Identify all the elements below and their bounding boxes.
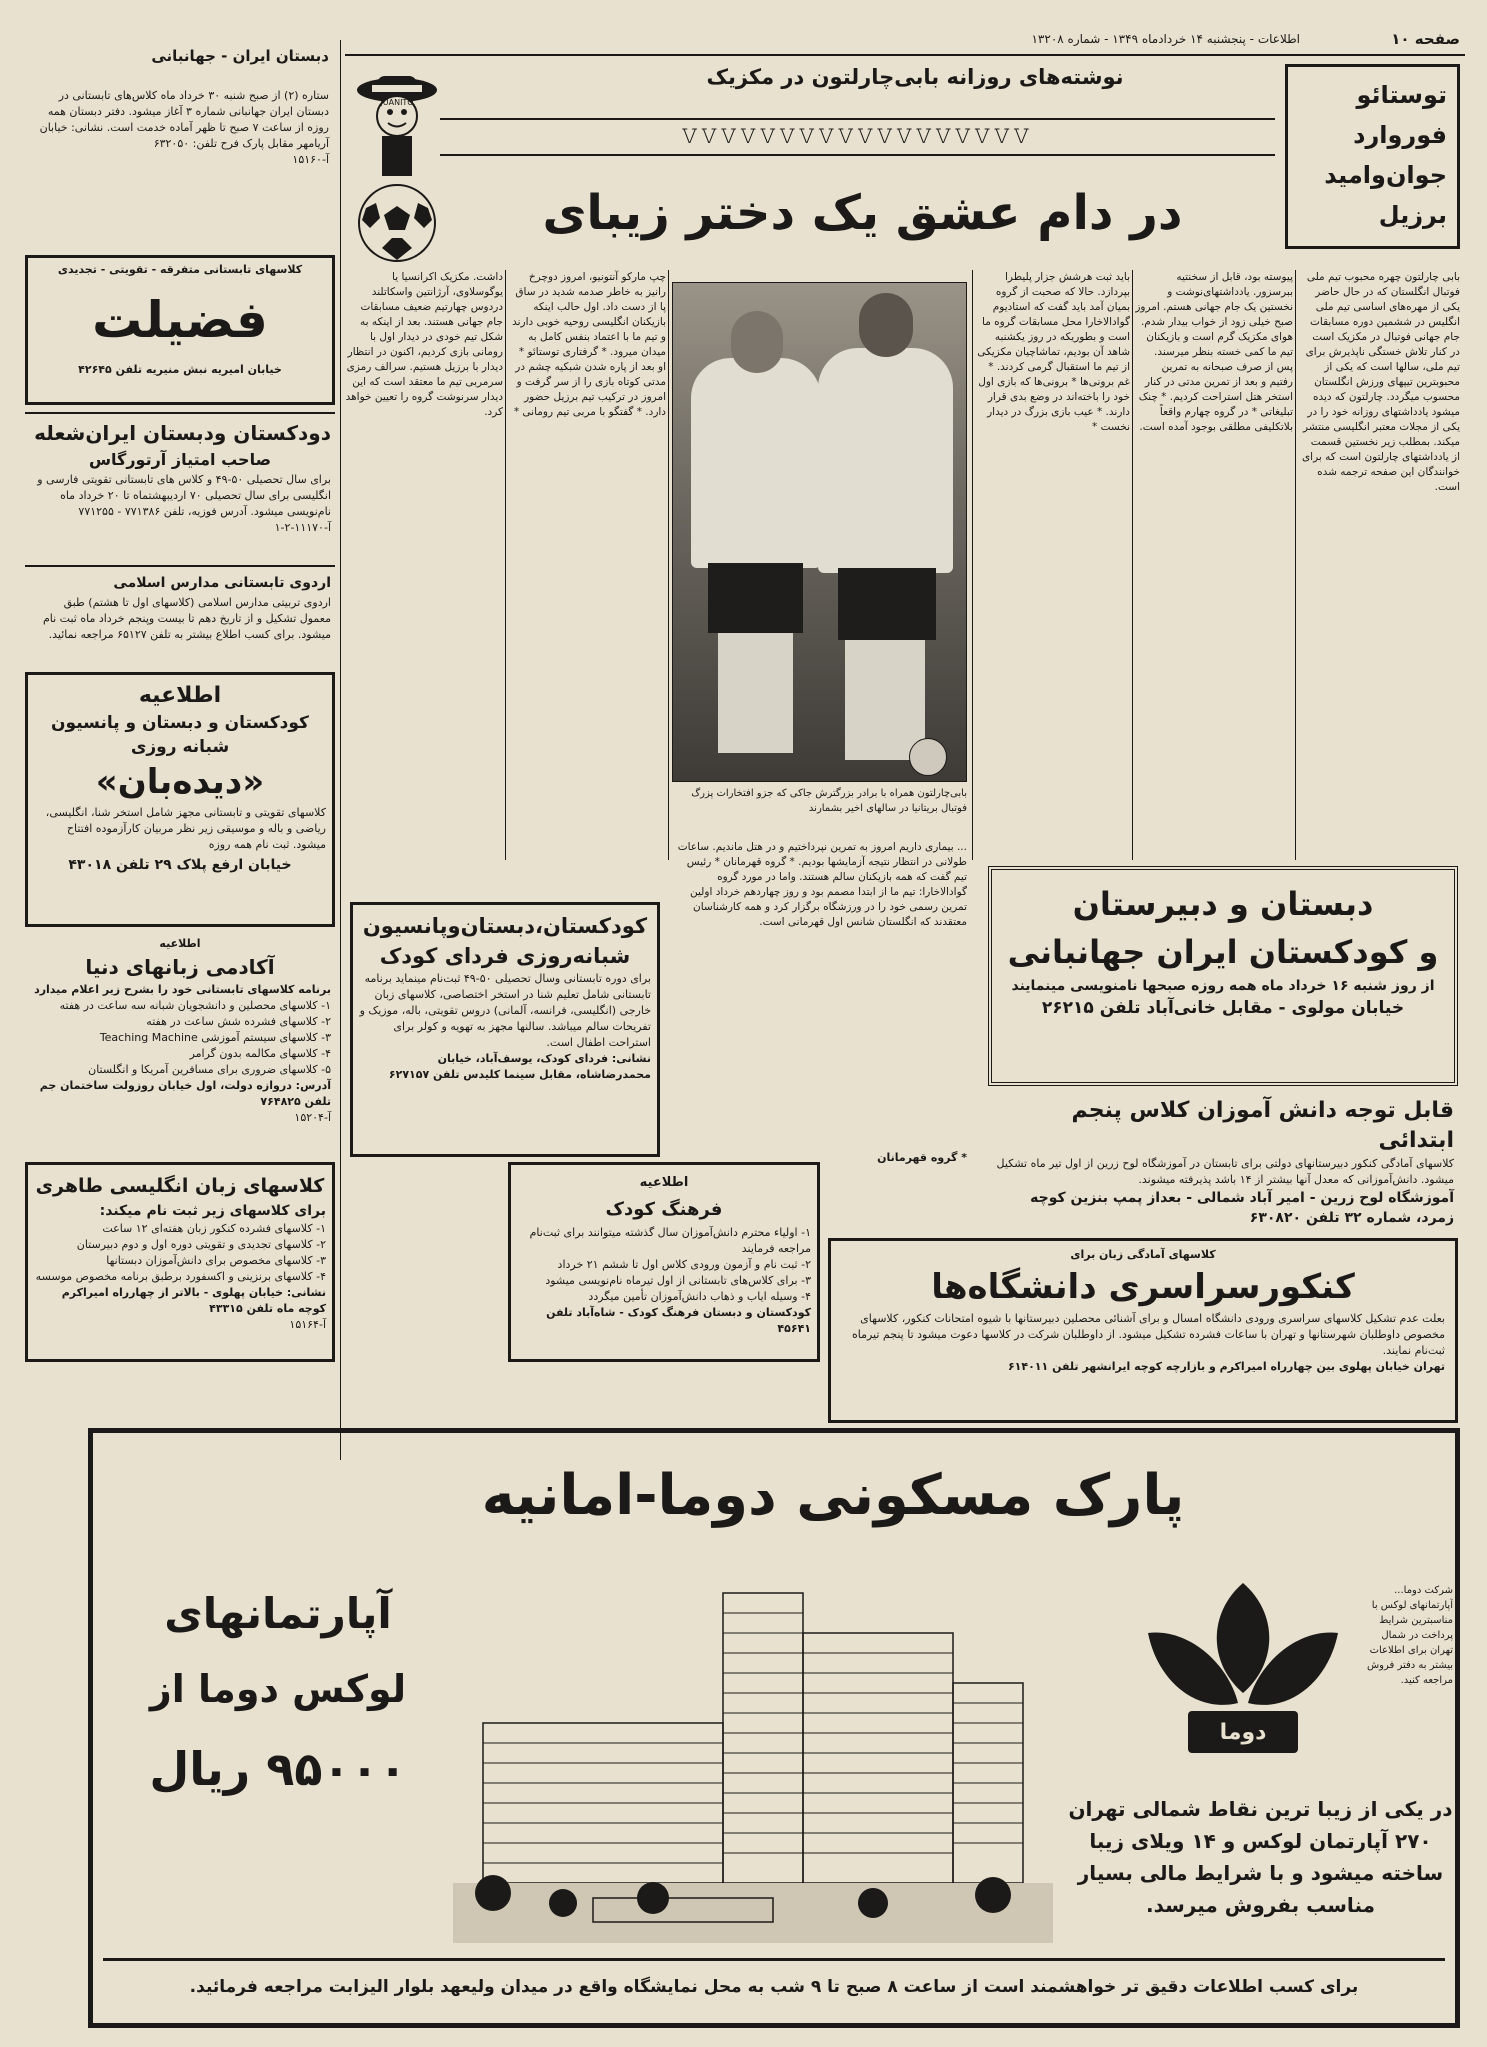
- tostao-line-1: توستائو: [1356, 81, 1447, 109]
- ad-farda-address: نشانی: فردای کودک، یوسف‌آباد، خیابان محمدرضاشاه، مقابل سینما کلیدس تلفن ۶۲۷۱۵۷: [388, 1052, 651, 1081]
- list-item: ۱- کلاسهای محصلین و دانشجویان شبانه سه ساعت در هفته: [59, 999, 331, 1012]
- ad-duma-right-text: در یکی از زیبا ترین نقاط شمالی تهران ۲۷۰ آپارتمان لوکس و ۱۴ ویلای زیبا ساخته میشود و با شرایط مالی بسیار مناسب بفروش میرسد.: [1068, 1797, 1453, 1917]
- player-right-head: [859, 293, 913, 357]
- ad-taheri-title: کلاسهای زبان انگلیسی طاهری: [35, 1175, 325, 1197]
- player-right-shorts: [838, 568, 936, 640]
- player-right-socks: [845, 640, 925, 760]
- ad-duma-side-text: شرکت دوما... آپارتمانهای لوکس با مناسبترین شرایط پرداخت در شمال تهران برای اطلاعات بیشتر به دفتر فروش مراجعه کنید.: [1366, 1585, 1453, 1686]
- list-item: ۱- اولیاء محترم دانش‌آموزان سال گذشته میتوانند برای ثبت‌نام مراجعه فرمایند: [529, 1226, 811, 1255]
- ad-farda-body: برای دوره تابستانی وسال تحصیلی ۵۰-۴۹ ثبت‌نام مینماید برنامه تابستانی شامل تعلیم شنا در استخر اختصاصی، کلاسهای زبان خارجی (انگلیسی، فرانسه، آلمانی) دروس تقویتی، باله، موزیک و تفریحات سالم میباشد. سالنها مجهز به تهویه و کولر برای استراحت اطفال است.: [359, 972, 651, 1049]
- ad-world-languages: [25, 932, 335, 1157]
- ad-farda-subtitle: شبانه‌روزی فردای کودک: [379, 944, 631, 968]
- list-item: ۵- کلاسهای ضروری برای مسافرین آمریکا و انگلستان: [88, 1063, 331, 1076]
- ad-islamic-camp: [25, 565, 335, 665]
- list-item: ۴- کلاسهای برنزینی و اکسفورد برطبق برنامه مخصوص موسسه: [35, 1270, 326, 1283]
- article-signature: * گروه قهرمانان: [877, 1151, 967, 1164]
- list-item: ۳- برای کلاس‌های تابستانی از اول تیرماه نام‌نویسی میشود: [545, 1274, 811, 1287]
- ad-loh-zarin-title: قابل توجه دانش آموزان کلاس پنجم ابتدائی: [1071, 1098, 1454, 1153]
- ad-jahanbani: [25, 40, 333, 255]
- list-item: ۲- کلاسهای تجدیدی و تقویتی دوره اول و دوم دبیرستان: [76, 1238, 326, 1251]
- article-col-2: پیوسته بود، قابل از سخنتیه ببرسزور. یادداشتهای‌نوشت و نخستین یک جام جهانی هستم. امروز صبح خیلی زود از خواب بیدار شدم. هوای مکزیک گرم است و بازیکنان تیم ما کمی خسته بنظر میرسند. پس از صرف صبحانه به تمرین رفتیم و بعد از تمرین مدتی در کنار استخر هتل استراحت کردیم. * چنک تبلیغاتی * در گروه چهارم واقعاً بلاتکلیفی مطلقی بوجود آمده است.: [1135, 271, 1293, 433]
- article-col-4: چپ مارکو آنتونیو، امروز دوچرخ رانیز به خاطر صدمه شدید در ساق پا از دست داد. اول حالب اینکه بازیکنان انگلیسی روحیه خوبی دارند و تیم ما با اعتماد بنفس کامل به میدان میرود. * گرفتاری توستائو * او بعد از پاره شدن شبکیه چشم در مدتی کوتاه بازی را از سر گرفت و امروز در ترکیب تیم برزیل حضور دارد. * گفتگو با مربی تیم رومانی *: [512, 271, 666, 418]
- mascot-label: JUANITO: [380, 98, 414, 107]
- ad-duma-title: پارک مسکونی دوما-امانیه: [481, 1463, 1185, 1528]
- list-item: ۲- کلاسهای فشرده شش ساعت در هفته: [146, 1015, 331, 1028]
- list-item: ۴- وسیله ایاب و ذهاب دانش‌آموزان تأمین میگردد: [588, 1290, 811, 1303]
- ad-world-languages-subtitle: برنامه کلاسهای تابستانی خود را بشرح زیر اعلام میدارد: [34, 983, 331, 996]
- ad-jahanbani-school: [988, 866, 1458, 1086]
- ad-duma-left-line-3: ۹۵۰۰۰ ریال: [149, 1742, 407, 1796]
- ad-konkur-kicker: کلاسهای آمادگی زبان برای: [1070, 1248, 1216, 1261]
- ad-duma-left-line-1: آپارتمانهای: [164, 1589, 392, 1638]
- ad-didehban-subtitle: کودکستان و دبستان و پانسیون شبانه روزی: [51, 713, 309, 757]
- ad-taheri-code: آ-۱۵۱۶۴: [289, 1318, 326, 1331]
- article-col-6: ... بیماری داریم امروز به تمرین نپرداختیم و در هتل ماندیم. ساعات طولانی در انتظار نتیجه آزمایشها بودیم. * گروه قهرمانان * رئیس تیم گفت که همه بازیکنان سالم هستند. واما در مورد گروه گوادالاخارا: تیم ما از ابتدا مصمم بود و روز چهاردهم خرداد اولین تمرین رسمی خود را در ورزشگاه برگزار کرد و همه کارشناسان معتقدند که انگلستان شانس اول قهرمانی است.: [677, 841, 967, 928]
- ad-taheri-address: نشانی: خیابان پهلوی - بالاتر از چهارراه امیراکرم کوچه ماه تلفن ۴۳۳۱۵: [61, 1286, 326, 1315]
- ad-iran-shoeleh: [25, 412, 335, 562]
- ad-taheri-list: [34, 1221, 326, 1285]
- player-left-head: [731, 311, 783, 373]
- ad-world-languages-list: [29, 998, 331, 1078]
- ad-jahanbani-school-title: دبستان و دبیرستان: [1072, 885, 1374, 923]
- ad-jahanbani-body: ستاره (۲) از صبح شنبه ۳۰ خرداد ماه کلاس‌های تابستانی در دبستان ایران جهانبانی شماره ۳ آغاز میشود. دفتر دبستان همه روزه از ساعت ۷ صبح تا ظهر آماده خدمت است. نشانی: خیابان آریامهر مقابل پارک فرح تلفن: ۶۳۲۰۵۰: [39, 89, 329, 150]
- ad-farhang-address: کودکستان و دبستان فرهنگ کودک - شاه‌آباد تلفن ۴۵۶۴۱: [546, 1306, 811, 1335]
- player-left-socks: [718, 633, 793, 753]
- ad-taheri-subtitle: برای کلاسهای زیر ثبت نام میکند:: [99, 1203, 326, 1219]
- ad-farda-kudak: [350, 902, 660, 1157]
- ad-loh-zarin-body: کلاسهای آمادگی کنکور دبیرستانهای دولتی برای تابستان در آموزشگاه لوح زرین از اول تیر ماه تشکیل میشود. دانش‌آموزانی که معدل آنها بیشتر از ۱۴ باشد پذیرفته میشوند.: [996, 1157, 1454, 1186]
- ad-fazilat: [25, 255, 335, 405]
- col-rule-5: [505, 270, 506, 860]
- col-rule-1: [1295, 270, 1296, 860]
- column-title: نوشته‌های روزانه بابی‌چارلتون در مکزیک: [706, 65, 1124, 89]
- ad-world-languages-code: آ-۱۵۲۰۴: [294, 1111, 331, 1124]
- list-item: ۳- کلاسهای سیستم آموزشی Teaching Machine: [99, 1031, 331, 1044]
- ad-farhang-kudak: [508, 1162, 820, 1362]
- ad-farhang-label: اطلاعیه: [639, 1175, 689, 1190]
- ad-fazilat-subtitle: کلاسهای تابستانی متفرقه - تقویتی - تجدیدی: [57, 263, 303, 276]
- ad-konkur: [828, 1238, 1458, 1423]
- ad-didehban-body: کلاسهای تقویتی و تابستانی مجهز شامل استخر شنا، انگلیسی، ریاضی و باله و موسیقی زیر نظر مربیان کارآزموده افتتاح میشود. ثبت نام همه روزه: [45, 806, 326, 851]
- page-number: صفحه ۱۰: [1391, 30, 1460, 48]
- ad-taheri-english: [25, 1162, 335, 1362]
- ad-farhang-list: [517, 1225, 811, 1305]
- ad-farda-title: کودکستان،دبستان‌وپانسیون: [362, 914, 648, 938]
- ad-jahanbani-code: آ-۱۵۱۶۰: [292, 153, 329, 166]
- tostao-line-3: جوان‌وامید: [1324, 161, 1447, 189]
- ad-world-languages-label: اطلاعیه: [159, 937, 201, 950]
- ad-islamic-camp-title: اردوی تابستانی مدارس اسلامی: [113, 575, 331, 591]
- duma-logo-word: دوما: [1219, 1720, 1267, 1745]
- ad-konkur-title: کنکورسراسری دانشگاه‌ها: [931, 1267, 1355, 1307]
- vertical-rule-left: [340, 40, 341, 1460]
- col-rule-3: [972, 270, 973, 860]
- player-left-shorts: [708, 563, 803, 633]
- football: [909, 738, 947, 776]
- tostao-line-2: فوروارد: [1353, 121, 1447, 149]
- ad-loh-zarin-address: آموزشگاه لوح زرین - امیر آباد شمالی - بعداز پمپ بنزین کوچه زمرد، شماره ۳۲ تلفن ۶۳۰۸۲۰: [1030, 1190, 1454, 1226]
- ad-farhang-title: فرهنگ کودک: [605, 1199, 723, 1220]
- ad-konkur-address: تهران خیابان پهلوی بین چهارراه امیراکرم و بازارچه کوچه ایرانشهر تلفن ۶۱۴۰۱۱: [1007, 1360, 1445, 1373]
- ad-iran-shoeleh-body: برای سال تحصیلی ۵۰-۴۹ و کلاس های تابستانی تقویتی فارسی و انگلیسی برای سال تحصیلی ۷۰ اردیبهشتماه تا ۲۰ خرداد ماه نام‌نویسی میشود. آدرس فوزیه، تلفن ۷۷۱۳۸۶ - ۷۷۱۲۵۵: [37, 473, 331, 518]
- player-left: [691, 358, 821, 568]
- article-col-1: بابی چارلتون چهره محبوب تیم ملی فوتبال انگلستان که در حال حاضر یکی از مهره‌های اساسی تیم ملی انگلیس در ششمین دوره مسابقات جام جهانی فوتبال در مکزیک است در کنار تلاش خستگی ناپذیرش برای تیم ملی، سالها است که یکی از محبوبترین تیپهای ورزش انگلستان محسوب میگردد. چارلتون که دیده میشود یادداشتهای روزانه خود را در یکی از مجلات معتبر انگلیسی منتشر میکند. بمطلب زیر نخستین قسمت از یادداشتهای چارلتون است که برای خوانندگان این صفحه ترجمه شده است.: [1301, 271, 1460, 493]
- ad-iran-shoeleh-code: آ-۱۱۱۷۰-۲-۱: [274, 521, 331, 534]
- ad-loh-zarin: [988, 1092, 1458, 1232]
- ad-jahanbani-school-title2: و کودکستان ایران جهانبانی: [1007, 933, 1439, 971]
- ad-world-languages-address: آدرس: دروازه دولت، اول خیابان روزولت ساختمان جم تلفن ۷۶۴۸۲۵: [39, 1079, 331, 1108]
- list-item: ۴- کلاسهای مکالمه بدون گرامر: [189, 1047, 331, 1060]
- article-col-5: داشت. مکزیک اکرانسیا یا یوگوسلاوی، آرژانتین واسکاتلند دردوس چهارتیم ضعیف مسابقات جام جهانی هستند. بعد از اینکه به شکل تیم خودی در دیدار اول با رومانی بازی کردیم، اکنون در انتظار دیدار با برزیل هستیم. سرالف رمزی سرمربی تیم ما معتقد است که این دیدار سرنوشت گروه را تعیین خواهد کرد.: [345, 271, 503, 418]
- ad-jahanbani-title: دبستان ایران - جهانبانی: [151, 47, 329, 65]
- main-headline: در دام عشق یک دختر زیبای: [542, 185, 1183, 241]
- ad-duma-park: [88, 1428, 1460, 2028]
- player-right: [818, 348, 953, 573]
- list-item: ۳- کلاسهای مخصوص برای دانش‌آموزان دبستانها: [106, 1254, 326, 1267]
- photo-caption: بابی‌چارلتون همراه با برادر بزرگترش جاکی که جزو افتخارات پزرگ فوتبال بریتانیا در سالهای اخیر بشمارند: [691, 788, 967, 814]
- ad-duma-footer: برای کسب اطلاعات دقیق تر خواهشمند است از ساعت ۸ صبح تا ۹ شب به محل نمایشگاه واقع در میدان ولیعهد بلوار الیزابت مراجعه فرمائید.: [103, 1958, 1445, 2014]
- list-item: ۲- ثبت نام و آزمون ورودی کلاس اول تا ششم ۲۱ خرداد: [557, 1258, 811, 1271]
- ad-iran-shoeleh-subtitle: صاحب امتیاز آرتورگاس: [88, 450, 272, 469]
- building-illustration: [453, 1573, 1053, 1943]
- ad-didehban-name: «دیده‌بان»: [95, 762, 265, 802]
- issue-line: اطلاعات - پنجشنبه ۱۴ خردادماه ۱۳۴۹ - شماره ۱۳۲۰۸: [1031, 32, 1300, 46]
- charlton-brothers-photo: [672, 282, 967, 782]
- tostao-line-4: برزیل: [1378, 201, 1447, 229]
- col-rule-4: [668, 270, 669, 860]
- tostao-box: [1285, 64, 1460, 249]
- ad-world-languages-title: آکادمی زبانهای دنیا: [85, 955, 275, 979]
- ad-duma-left-line-2: لوکس دوما از: [149, 1667, 407, 1711]
- ad-iran-shoeleh-title: دودکستان ودبستان ایران‌شعله: [34, 421, 331, 445]
- ad-jahanbani-school-address: خیابان مولوی - مقابل خانی‌آباد تلفن ۲۶۲۱۵: [1041, 998, 1405, 1018]
- ad-fazilat-title: فضیلت: [92, 291, 268, 349]
- ad-jahanbani-school-body: از روز شنبه ۱۶ خرداد ماه همه روزه صبحها نامنویسی مینمایند: [1011, 978, 1435, 994]
- col-rule-2: [1132, 270, 1133, 860]
- decor-banner: 𝚅𝚅𝚅𝚅𝚅𝚅𝚅𝚅𝚅𝚅𝚅𝚅𝚅𝚅𝚅𝚅𝚅𝚅: [440, 118, 1275, 156]
- ad-konkur-body: بعلت عدم تشکیل کلاسهای سراسری ورودی دانشگاه امسال و برای آشنائی محصلین دبیرستانها با شیوه امتحانات کنکور، کلاسهای مخصوص داوطلبان شهرستانها و تهران با ساعات فشرده تشکیل میشود. از داوطلبان شرکت در کلاسها دعوت میشود تا پنجم تیرماه ثبت‌نام نمایند.: [851, 1312, 1445, 1357]
- list-item: ۱- کلاسهای فشرده کنکور زبان هفته‌ای ۱۲ ساعت: [102, 1222, 326, 1235]
- ad-islamic-camp-body: اردوی تربیتی مدارس اسلامی (کلاسهای اول تا هشتم) طبق معمول تشکیل و از تاریخ دهم تا بیست وپنجم خرداد ماه ثبت نام میشود. برای کسب اطلاع بیشتر به تلفن ۶۵۱۲۷ مراجعه نمائید.: [42, 596, 331, 641]
- article-col-3: باید ثبت هرشش جزار پلیطرا بپردازد. حالا که صحبت از گروه بمیان آمد باید گفت که استادیوم گوادالاخارا محل مسابقات گروه ما است و بطوریکه در روز یکشنبه شاهد آن بودیم، تماشاچیان مکزیکی از تیم ما استقبال گرمی کردند. * غم برونی‌ها * برونی‌ها که بازی اول خود را باخته‌اند در وضع بدی قرار دارند. * عیب بازی بزرگ در دیدار نخست *: [977, 271, 1130, 433]
- ad-fazilat-address: خیابان امیریه نبش منیریه تلفن ۴۲۶۴۵: [78, 363, 282, 376]
- ad-didehban-title: اطلاعیه: [138, 683, 222, 708]
- ad-didehban-address: خیابان ارفع پلاک ۲۹ تلفن ۴۳۰۱۸: [68, 857, 292, 873]
- ad-didehban: [25, 672, 335, 927]
- header-rule: [345, 54, 1465, 56]
